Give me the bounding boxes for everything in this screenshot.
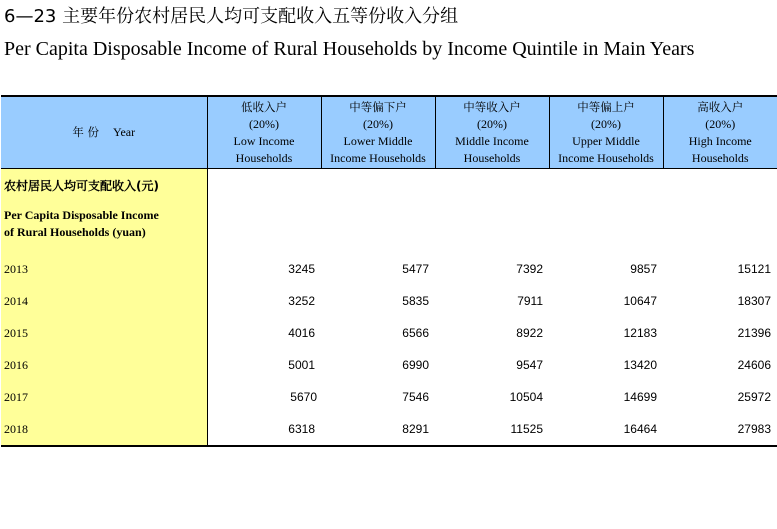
header-percent: (20%) bbox=[591, 116, 621, 131]
row-year: 2014 bbox=[1, 285, 207, 317]
table-row bbox=[1, 253, 777, 285]
cell-middle-income: 10504 bbox=[509, 390, 543, 404]
header-year bbox=[1, 96, 207, 169]
header-label-en: Middle Income bbox=[455, 133, 529, 148]
header-label-en: Upper Middle bbox=[572, 133, 640, 148]
table-title-english: Per Capita Disposable Income of Rural Households by Income Quintile in Main Years bbox=[4, 38, 695, 60]
header-label-cn: 高收入户 bbox=[697, 99, 744, 114]
header-label-en: Lower Middle bbox=[343, 133, 413, 148]
cell-high-income: 21396 bbox=[737, 326, 771, 340]
header-year-cn: 年 份 bbox=[72, 125, 100, 139]
table-row bbox=[1, 349, 777, 381]
cell-low-income: 5001 bbox=[288, 358, 315, 372]
row-year: 2018 bbox=[1, 413, 207, 446]
header-percent: (20%) bbox=[363, 116, 393, 131]
header-label-cn: 低收入户 bbox=[241, 99, 287, 114]
header-label-en: Income Households bbox=[330, 150, 426, 165]
header-label-en: Households bbox=[463, 150, 521, 165]
header-label-en: Households bbox=[235, 150, 293, 165]
cell-upper-middle: 16464 bbox=[549, 413, 663, 446]
cell-high-income: 27983 bbox=[663, 413, 777, 446]
header-label-cn: 中等收入户 bbox=[463, 99, 521, 114]
cell-lower-middle: 8291 bbox=[321, 413, 435, 446]
cell-lower-middle: 6566 bbox=[402, 326, 429, 340]
cell-lower-middle: 7546 bbox=[402, 390, 429, 404]
header-lower-middle bbox=[321, 96, 435, 169]
header-percent: (20%) bbox=[477, 116, 507, 131]
table-row bbox=[1, 381, 777, 413]
cell-upper-middle: 13420 bbox=[623, 358, 657, 372]
cell-high-income: 15121 bbox=[737, 262, 771, 276]
section-label-en-line2: of Rural Households (yuan) bbox=[4, 225, 146, 239]
header-high-income bbox=[663, 96, 777, 169]
income-quintile-table bbox=[1, 95, 777, 447]
table-row bbox=[1, 317, 777, 349]
cell-upper-middle: 14699 bbox=[623, 390, 657, 404]
cell-high-income: 25972 bbox=[737, 390, 771, 404]
header-label-cn: 中等偏上户 bbox=[577, 99, 635, 114]
cell-high-income: 24606 bbox=[737, 358, 771, 372]
header-row bbox=[1, 96, 777, 169]
cell-middle-income: 9547 bbox=[516, 358, 543, 372]
header-low-income bbox=[207, 96, 321, 169]
cell-lower-middle: 6990 bbox=[402, 358, 429, 372]
header-label-cn: 中等偏下户 bbox=[349, 99, 407, 114]
row-year: 2013 bbox=[1, 253, 207, 285]
table-row bbox=[1, 413, 777, 446]
section-label-en bbox=[1, 201, 207, 253]
cell-upper-middle: 12183 bbox=[623, 326, 657, 340]
header-label-en: Low Income bbox=[233, 133, 295, 148]
section-label-cn: 农村居民人均可支配收入(元) bbox=[1, 169, 207, 202]
cell-upper-middle: 10647 bbox=[623, 294, 657, 308]
header-upper-middle bbox=[549, 96, 663, 169]
cell-middle-income: 7392 bbox=[516, 262, 543, 276]
row-year: 2017 bbox=[1, 381, 207, 413]
header-year-en: Year bbox=[113, 125, 136, 139]
table-row bbox=[1, 285, 777, 317]
cell-low-income: 5670 bbox=[290, 390, 317, 404]
table-title-chinese: 6—23 主要年份农村居民人均可支配收入五等份收入分组 bbox=[4, 6, 459, 27]
header-label-en: Income Households bbox=[558, 150, 654, 165]
cell-high-income: 18307 bbox=[737, 294, 771, 308]
header-label-en: High Income bbox=[688, 133, 752, 148]
cell-low-income: 6318 bbox=[207, 413, 321, 446]
header-middle-income bbox=[435, 96, 549, 169]
row-year: 2015 bbox=[1, 317, 207, 349]
section-row-cn bbox=[1, 169, 777, 202]
section-row-en bbox=[1, 201, 777, 253]
cell-low-income: 4016 bbox=[288, 326, 315, 340]
header-percent: (20%) bbox=[249, 116, 279, 131]
section-label-en-line1: Per Capita Disposable Income bbox=[4, 208, 159, 222]
cell-lower-middle: 5835 bbox=[402, 294, 429, 308]
cell-low-income: 3252 bbox=[288, 294, 315, 308]
cell-low-income: 3245 bbox=[288, 262, 315, 276]
cell-middle-income: 8922 bbox=[516, 326, 543, 340]
cell-middle-income: 7911 bbox=[517, 294, 543, 308]
header-label-en: Households bbox=[691, 150, 749, 165]
header-percent: (20%) bbox=[705, 116, 736, 131]
cell-lower-middle: 5477 bbox=[402, 262, 429, 276]
cell-middle-income: 11525 bbox=[435, 413, 549, 446]
cell-upper-middle: 9857 bbox=[630, 262, 657, 276]
row-year: 2016 bbox=[1, 349, 207, 381]
